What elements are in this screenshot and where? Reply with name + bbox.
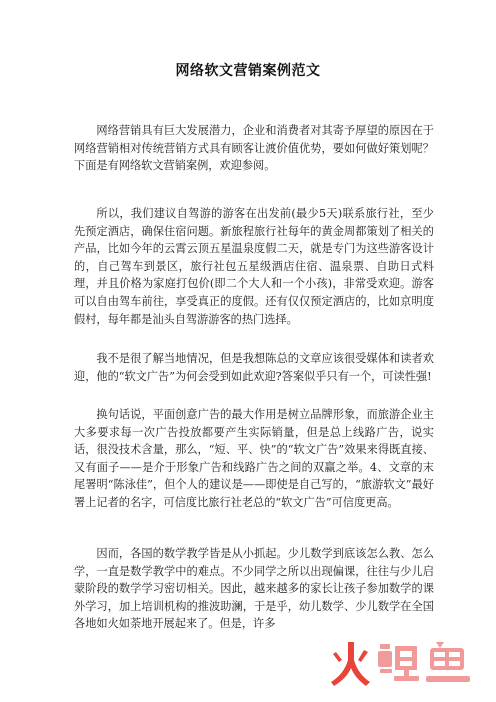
paragraph-2: 所以，我们建议自驾游的游客在出发前(最少5天)联系旅行社，至少先预定酒店，确保住宿问题。新旅程旅行社每年的黄金周都策划了相关的产品，比如今年的云霄云顶五星温泉度假二天，就是专门为这些游客设计的，自己驾车到景区，旅行社包五星级酒店住宿、温泉票、自助日式料理，并且价格为家庭打包价(即二个大人和一个小孩)，非常受欢迎。游客可以自由驾车前往，享受真正的度假。还有仅仅预定酒店的，比如京明度假村，每年都是汕头自驾游游客的热门选择。 bbox=[74, 207, 434, 326]
fire-glyph bbox=[331, 642, 370, 686]
fish-glyph bbox=[426, 642, 470, 682]
paragraph-3: 我不是很了解当地情况，但是我想陈总的文章应该很受媒体和读者欢迎，他的“软文广告”为何会受到如此欢迎?答案似乎只有一个，可读性强! bbox=[74, 352, 434, 383]
watermark-logo bbox=[328, 638, 478, 688]
paragraph-1: 网络营销具有巨大发展潜力，企业和消费者对其寄予厚望的原因在于网络营销相对传统营销方式具有顾客让渡价值优势，要如何做好策划呢？下面是有网络软文营销案例，欢迎参阅。 bbox=[74, 124, 434, 173]
carp-glyph bbox=[378, 644, 419, 681]
paragraph-4: 换句话说，平面创意广告的最大作用是树立品牌形象，而旅游企业主大多要求每一次广告投放都要产生实际销量，但是总上线路广告，说实话，很没技术含量，那么，“短、平、快”的“软文广告”效果来得既直接、又有面子——是介于形象广告和线路广告之间的双赢之举。4、文章的末尾署明“陈泳佳”，但个人的建议是——即使是自己写的，“旅游软文”最好署上记者的名字，可信度比旅行社老总的“软文广告”可信度更高。 bbox=[74, 408, 434, 509]
document-title: 网络软文营销案例范文 bbox=[175, 63, 321, 79]
paragraph-5: 因而，各国的数学教学皆是从小抓起。少儿数学到底该怎么教、怎么学，一直是数学教学中的难点。不少同学之所以出现偏课，往往与少儿启蒙阶段的数学学习密切相关。因此，越来越多的家长让孩子参加数学的课外学习，加上培训机构的推波助澜，于是乎，幼儿数学、少儿数学在全国各地如火如荼地开展起来了。但是，许多 bbox=[74, 547, 434, 631]
